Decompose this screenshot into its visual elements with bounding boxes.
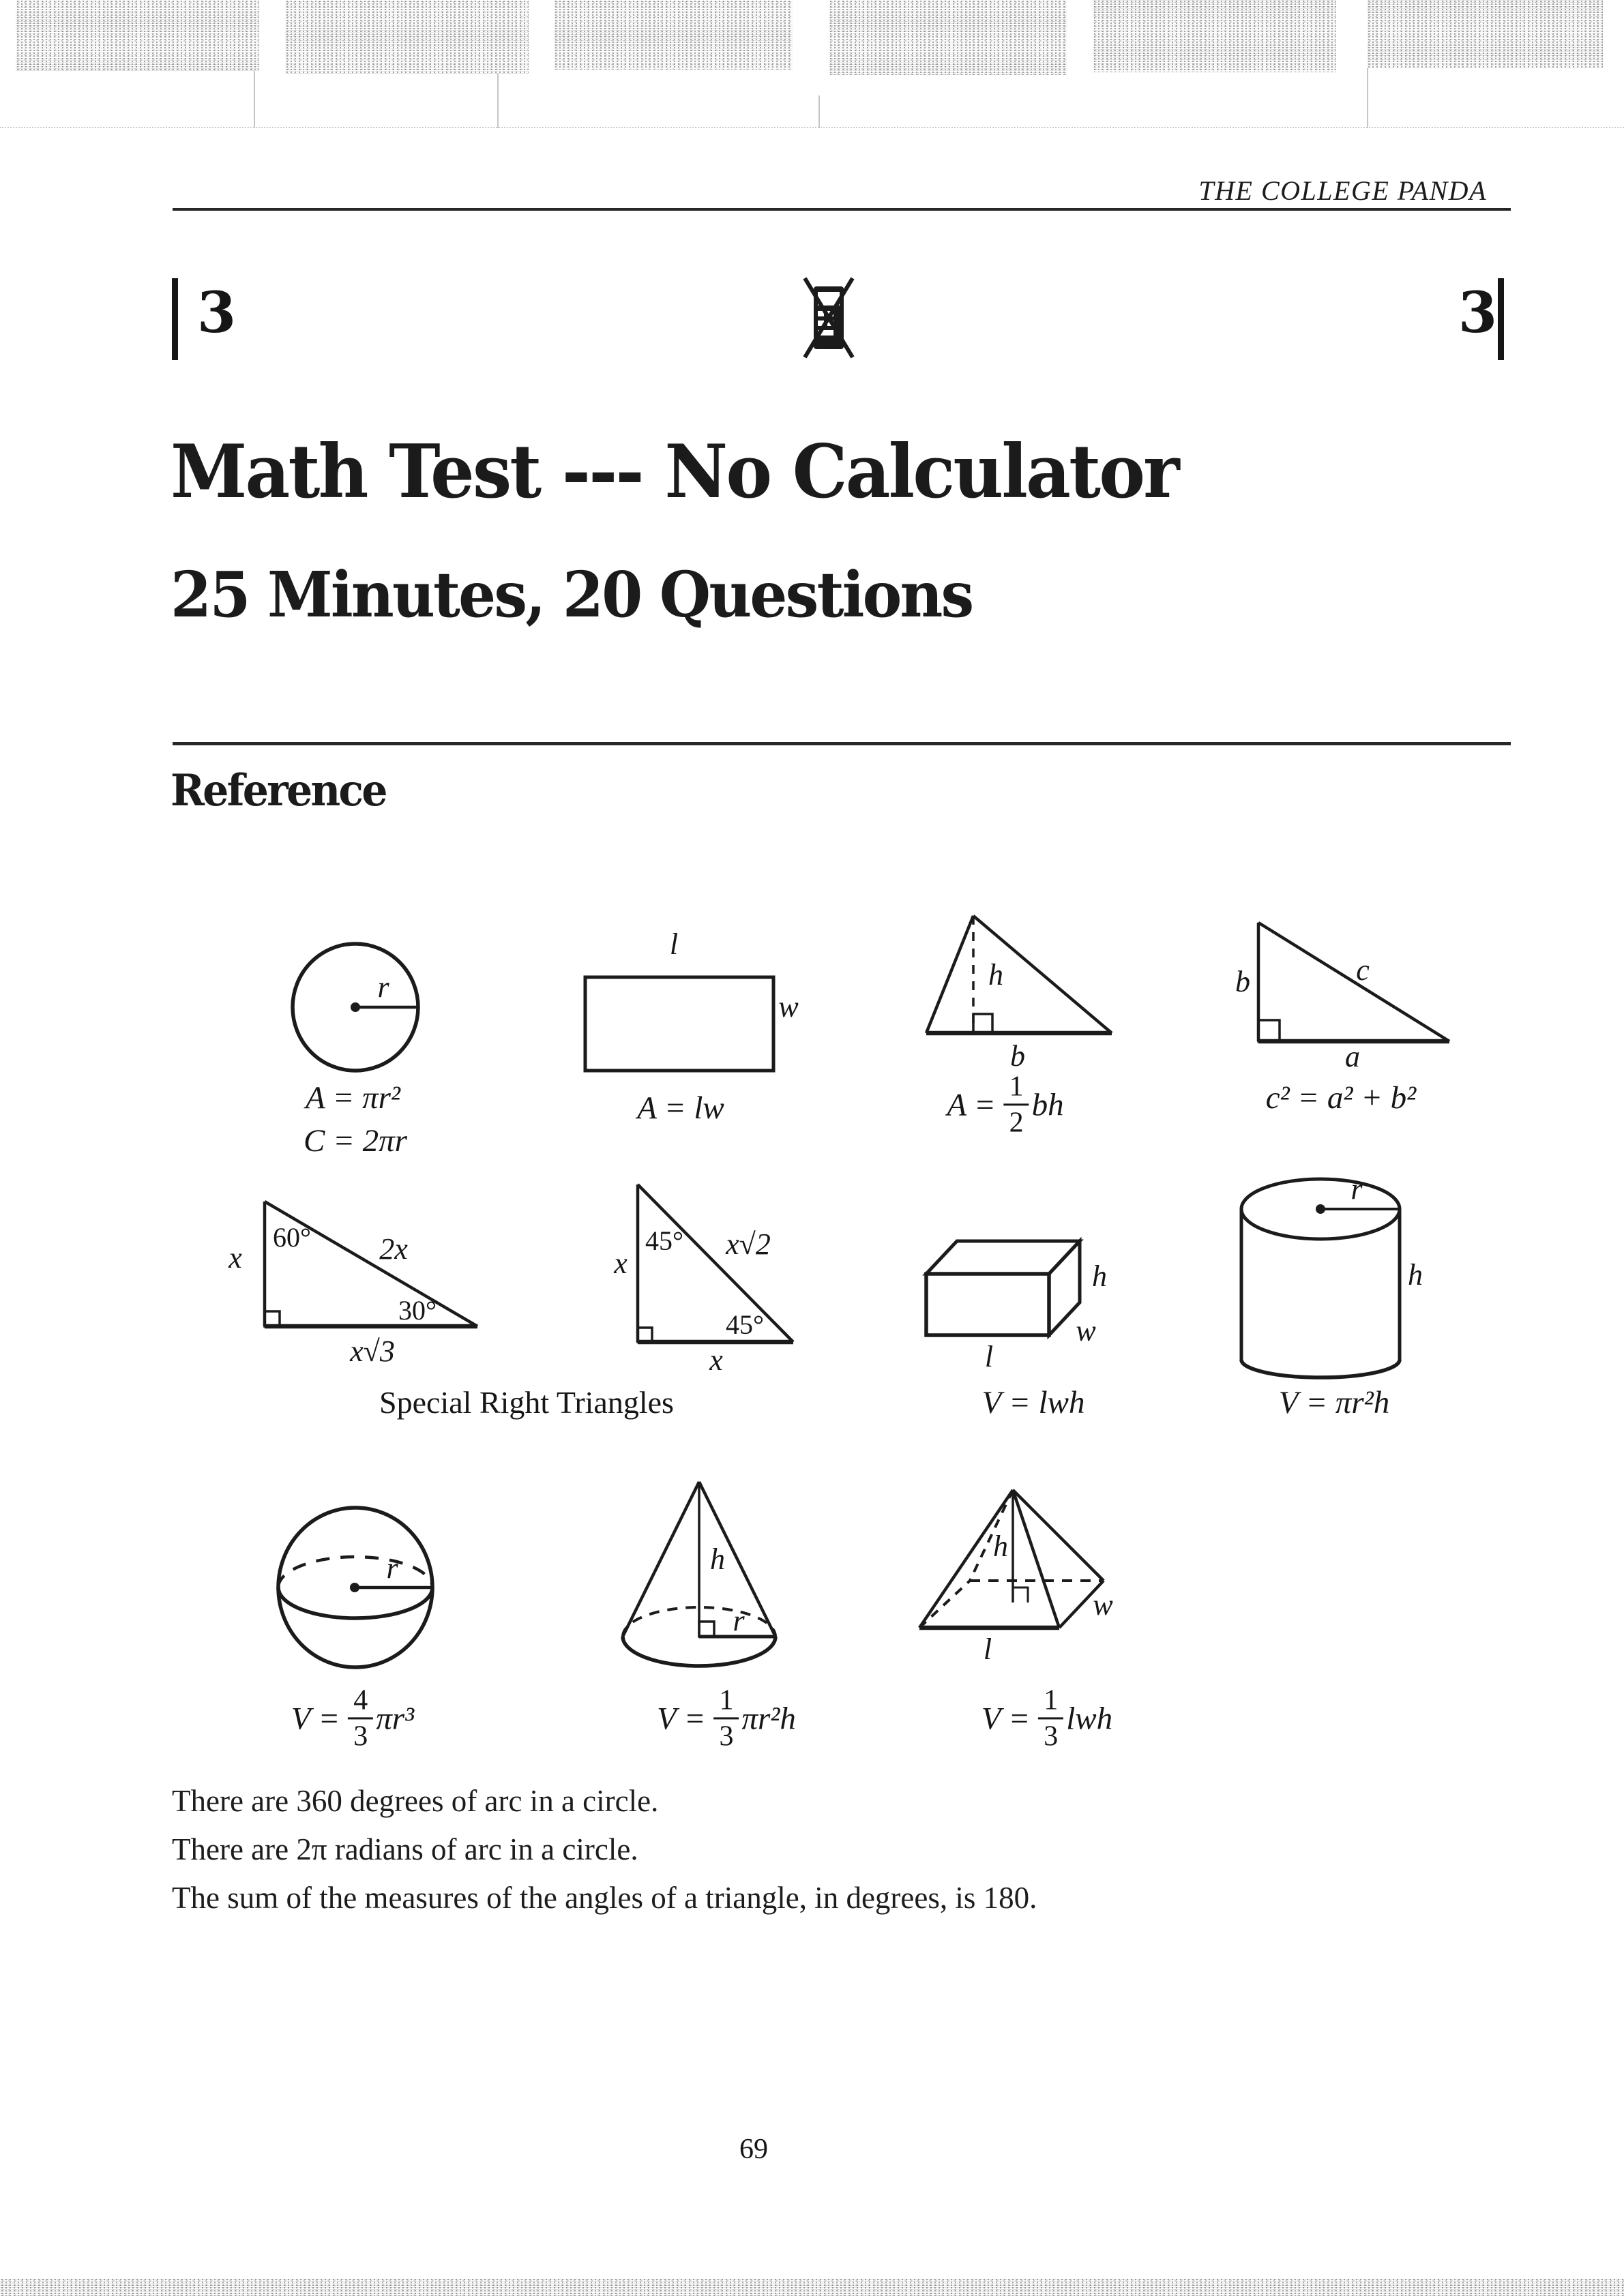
rectangle-diagram [583,924,815,1081]
width-label: w [1076,1314,1096,1347]
hypotenuse-line [638,1184,793,1342]
triangle-45-45-90-diagram [610,1173,822,1384]
base-front-arc [623,1637,776,1666]
circle-circumference-formula: C = 2πr [304,1123,407,1159]
radius-label: r [377,970,389,1004]
radius-label: r [1350,1172,1363,1206]
no-calculator-icon [803,277,855,359]
height-label: h [1408,1258,1423,1292]
scan-noise-block [1367,0,1603,68]
hypotenuse-line [1258,923,1449,1041]
scan-noise-block [285,0,529,74]
brand-header: THE COLLEGE PANDA [1198,175,1487,206]
angle-60-label: 60° [273,1222,311,1253]
special-right-triangles-caption: Special Right Triangles [379,1385,674,1420]
sphere-diagram [276,1506,447,1673]
base-label: x√3 [350,1335,395,1368]
box-right-face [1049,1241,1080,1335]
right-angle-mark [1013,1587,1028,1602]
circle-area-formula: A = πr² [306,1080,401,1116]
scan-line-artifact [254,71,255,128]
side-label: x [228,1241,242,1274]
width-label: w [778,990,799,1024]
side-label: x [614,1247,628,1280]
fraction: $\frac{1}{2}$ [1004,1071,1029,1137]
angle-45-bottom-label: 45° [726,1309,764,1340]
note-line: There are 360 degrees of arc in a circle. [172,1784,659,1818]
base-left-dashed [919,1581,970,1628]
height-label: h [988,958,1003,992]
rectangle-area-formula: A = lw [637,1090,724,1126]
hypotenuse-label: 2x [379,1232,408,1266]
pyramid-diagram [914,1483,1146,1667]
section-bar-left [172,278,178,360]
scan-line-artifact [497,74,499,128]
leg-label: b [1235,965,1250,998]
scan-noise-block [1093,0,1336,72]
scan-line-artifact [818,95,820,128]
fraction: $\frac{4}{3}$ [348,1685,373,1751]
circle-diagram [290,941,426,1077]
sphere-volume-formula: V = $\frac{4}{3}$ πr³ [291,1684,415,1753]
section-number-right: 3 [1458,280,1498,346]
page-title: Math Test --- No Calculator [171,429,1178,515]
reference-notes [172,1777,1037,1922]
scan-noise-bottom [0,2278,1624,2296]
right-angle-mark [1258,1020,1280,1041]
cylinder-volume-formula: V = πr²h [1278,1385,1390,1420]
reference-heading: Reference [171,765,386,816]
hypotenuse-line [265,1202,477,1326]
base-label: a [1345,1040,1360,1073]
scan-line-artifact [1367,68,1368,128]
pyramid-volume-formula: V = $\frac{1}{3}$ lwh [981,1684,1113,1753]
triangle-30-60-90-diagram [228,1190,498,1374]
box-front-face [926,1274,1049,1335]
section-number-left: 3 [197,280,237,346]
angle-30-label: 30° [398,1295,437,1326]
height-label: h [993,1530,1008,1563]
scan-noise-block [16,0,259,71]
note-line: The sum of the measures of the angles of a triangle, in degrees, is 180. [172,1881,1037,1915]
triangle-area-formula: A = $\frac{1}{2}$ bh [947,1071,1064,1139]
section-bar-right [1498,278,1504,360]
angle-45-top-label: 45° [645,1225,683,1256]
page-number: 69 [739,2134,768,2165]
scan-dotted-rule [0,127,1624,128]
title-rule [173,742,1511,745]
radius-label: r [733,1604,745,1637]
triangle-diagram [921,910,1125,1073]
page-subtitle: 25 Minutes, 20 Questions [171,558,973,631]
scan-noise-block [829,0,1067,75]
length-label: l [983,1632,992,1666]
radius-label: r [386,1551,398,1585]
pythagorean-formula: c² = a² + b² [1265,1080,1417,1116]
box-diagram [917,1231,1122,1374]
scan-noise-block [554,0,793,70]
cone-diagram [617,1476,795,1681]
length-label: l [984,1340,994,1373]
cone-volume-formula: V = $\frac{1}{3}$ πr²h [657,1684,796,1753]
height-label: h [710,1542,725,1576]
right-angle-mark [699,1622,714,1637]
width-label: w [1093,1588,1113,1622]
right-angle-mark [973,1014,992,1033]
cylinder-bottom-arc [1241,1360,1400,1377]
right-triangle-diagram [1235,914,1463,1073]
fraction: $\frac{1}{3}$ [713,1685,739,1751]
right-angle-mark [265,1311,280,1326]
hypotenuse-label: x√2 [726,1227,771,1261]
rectangle-outline [585,977,773,1071]
cylinder-diagram [1238,1174,1456,1386]
box-volume-formula: V = lwh [981,1385,1085,1420]
fraction: $\frac{1}{3}$ [1038,1685,1063,1751]
length-label: l [669,927,679,961]
header-rule [173,208,1511,211]
box-top-face [926,1241,1080,1274]
base-label: b [1010,1039,1025,1073]
hypotenuse-label: c [1356,953,1370,987]
note-line: There are 2π radians of arc in a circle. [172,1832,638,1866]
height-label: h [1092,1259,1107,1293]
base-label: x [709,1343,723,1377]
